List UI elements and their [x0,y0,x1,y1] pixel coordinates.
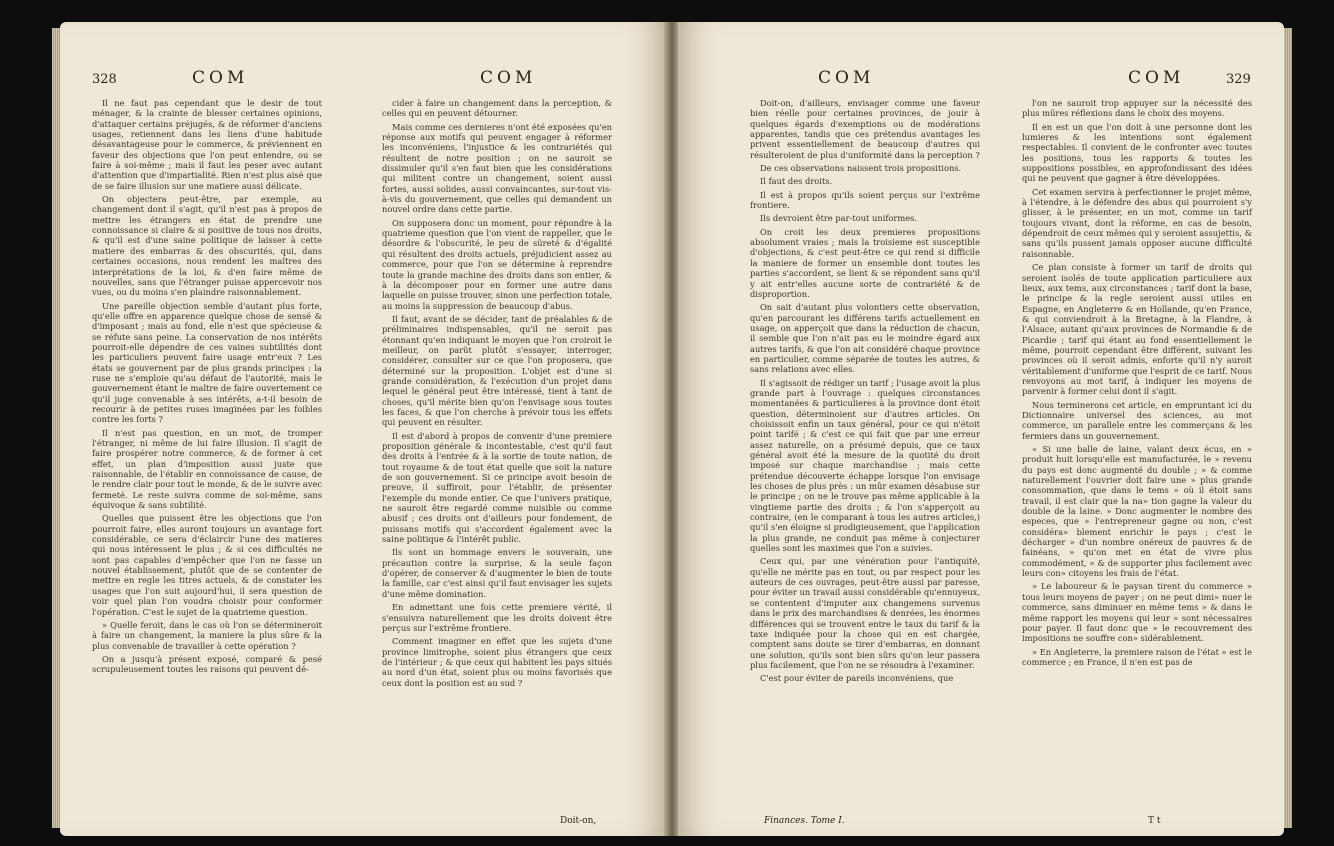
paragraph: Ceux qui, par une vénération pour l'antiquité, qu'elle ne mérite pas en tout, ou par respect pour les auteurs de ces ouvrages, peut-être aussi par paresse, pour éviter un travail aussi considérable qu'ennuyeux, se contentent d'imputer aux changemens survenus dans le prix des marchandises & denrées, les énormes différences qui se trouvent entre le taux du tarif & la taxe indiquée pour la chose qui en est chargée, comptent sans doute se tirer d'embarras, en donnant une solution, qu'ils sont bien sûrs qu'on leur passera plus facilement, que l'on ne se résoudra à l'examiner. [750,556,980,670]
paragraph: Doit-on, d'ailleurs, envisager comme une faveur bien réelle pour certaines provinces, de jouir à quelques égards d'exemptions ou de modérations apparentes, tandis que ces prétendus avantages les privent essentiellement de beaucoup d'autres qui résulteroient de plus d'uniformité dans la perception ? [750,98,980,160]
right-page [678,22,1284,836]
page-number: 328 [92,72,117,87]
paragraph: Comment imaginer en effet que les sujets d'une province limitrophe, soient plus étrangers que ceux de l'intérieur ; & que ceux qui habitent les pays situés au nord d'un état, soient plus ou moins favorisés que ceux dont la position est au sud ? [382,636,612,688]
catchword: Doit-on, [560,816,597,826]
paragraph: Mais comme ces dernieres n'ont été exposées qu'en réponse aux motifs qui peuvent engager à réformer les inconvéniens, l'injustice & les contrariétés qui résultent de notre position ; on ne sauroit se dissimuler qu'il s'en faut bien que les considérations qui militent contre un changement, soient aussi fortes, aussi solides, aussi convaincantes, sur-tout vis-à-vis du gouvernement, que celles qui demandent un nouvel ordre dans cette partie. [382,121,612,215]
left-page [60,22,666,836]
text-column-2 [382,98,612,691]
paragraph: On a jusqu'à présent exposé, comparé & pesé scrupuleusement toutes les raisons qui peuvent dé- [92,653,322,675]
paragraph: Il n'est pas question, en un mot, de tromper l'étranger, ni même de lui faire illusion. Il s'agit de faire prospérer notre commerce, & de former à cet effet, un plan d'imposition aussi juste que raisonnable, de l'établir en connoissance de cause, de le rendre clair pour tout le monde, & de le suivre avec fermeté. Le reste suivra comme de soi-même, sans équivoque & sans subtilité. [92,427,322,511]
footer-note: Finances. Tome I. [764,816,845,826]
paragraph: On supposera donc un moment, pour répondre à la quatrieme question que l'on vient de rappeller, que le désordre & l'obscurité, le peu de sûreté & d'égalité qui résultent des droits actuels, préjudicient assez au commerce, pour que l'on se détermine à reprendre toute la grande machine des droits dans son entier, & à la décomposer pour en former une autre dans laquelle on puisse trouver, sinon une perfection totale, au moins la suppression de beaucoup d'abus. [382,217,612,311]
paragraph: Ils sont un hommage envers le souverain, une précaution contre la surprise, & la seule façon d'opérer, de conserver & d'augmenter le bien de toute la famille, car c'est ainsi qu'il faut envisager les sujets d'une même domination. [382,547,612,599]
paragraph: On sait d'autant plus volontiers cette observation, qu'en parcourant les différens tarifs actuellement en usage, on apperçoit que dans la réduction de chacun, il semble que l'on n'ait pas eu le moindre égard aux autres tarifs, & que l'on ait considéré chaque province en particulier, comme séparée de toutes les autres, & sans relations avec elles. [750,302,980,375]
paragraph: cider à faire un changement dans la perception, & celles qui en peuvent détourner. [382,98,612,119]
paragraph: Ils devroient être par-tout uniformes. [760,213,918,224]
paragraph: On objectera peut-être, par exemple, au changement dont il s'agit, qu'il n'est pas à propos de mettre les étrangers en état de prendre une connoissance si claire & si positive de tous nos droits, & qu'il est d'une saine politique de laisser à cette matiere des embarras & des obscurités, qui, dans certaines occasions, nous rendent les maîtres des interprétations de la loi, & d'en faire même de nouvelles, sans que l'étranger puisse appercevoir nos vues, ou du moins s'en plaindre raisonnablement. [92,194,322,298]
signature-mark: T t [1148,816,1161,826]
paragraph: Ce plan consiste à former un tarif de droits qui seroient isolés de toute application particuliere aux lieux, aux tems, aux circonstances ; tarif dont la base, le principe & la regle seroient aussi utiles en Espagne, en Angleterre & en Hollande, qu'en France, & qui conviendroit à la Bretagne, à la Flandre, à l'Alsace, autant qu'aux provinces de Normandie & de Picardie ; tarif qui étant au fond essentiellement le même, pourroit cependant être différent, suivant les provinces où il seroit admis, enforte qu'il n'y auroit véritablement d'uniforme que l'esprit de ce tarif. Nous renvoyons au mot tarif, à indiquer les moyens de parvenir à former celui dont il s'agit. [1022,262,1252,397]
paragraph: « Si une balle de laine, valant deux écus, en » produit huit lorsqu'elle est manufacturée, le » revenu du pays est donc augmenté du double ; » & comme naturellement l'ouvrier doit faire une » plus grande consommation, que dans le tems » où il étoit sans travail, il est clair que la na» tion gagne la valeur du double de la laine. » Donc augmenter le nombre des especes, que » l'entrepreneur gagne ou non, c'est considéra» blement enrichir le pays ; c'est le décharger » d'un nombre onéreux de pauvres & de fainéans, » qu'on met en état de vivre plus commodément, » & de supporter plus facilement avec leurs con» citoyens les frais de l'état. [1022,444,1252,579]
text-column-2 [1022,98,1252,670]
paragraph: Il faut, avant de se décider, tant de préalables & de préliminaires indispensables, qu'il ne seroit pas étonnant qu'en indiquant le moyen que l'on croiroit le meilleur, on parût plutôt s'essayer, interroger, considérer, consulter sur ce que l'on proposera, que déterminé sur la proposition. L'objet est d'une si grande considération, & l'exécution d'un projet dans lequel le général peut être intéressé, tient à tant de choses, qu'il mérite bien qu'on l'envisage sous toutes les faces, & que l'on cherche à prévoir tous les effets qui peuvent en résulter. [382,313,612,428]
paragraph: Cet examen servira à perfectionner le projet même, à l'étendre, à le défendre des abus qui pourroient s'y glisser, à le présenter, en un mot, comme un tarif toujours vivant, dont la réforme, en cas de besoin, dépendroit de ceux mêmes qui y seroient assujettis, & sans qu'ils pussent jamais opposer aucune difficulté raisonnable. [1022,186,1252,259]
running-header: COM [192,68,249,88]
paragraph: Il faut des droits. [760,176,833,187]
paragraph: Il s'agissoit de rédiger un tarif ; l'usage avoit la plus grande part à l'ouvrage : quelques circonstances momentanées & particulieres à la province dont étoit question, déterminoient sur d'autres articles. On choisissoit enfin un taux général, pour ce qui n'étoit point tarifé ; & c'est ce qui fait que par une erreur assez naturelle, on a présumé depuis, que ce taux général avoit été la mesure de la quotité du droit imposé sur chaque marchandise ; mais cette prétendue découverte échappe lorsque l'on envisage les choses de plus près : un mûr examen désabuse sur le principe ; on ne le trouve pas même applicable à la vingtieme partie des droits ; & l'on s'apperçoit au contraire, (en le comparant à tous les autres articles,) qu'il s'en éloigne si prodigieusement, que l'application la plus grande, ne conduit pas même à conjecturer quelles sont les maximes que l'on a suivies. [750,377,980,554]
paragraph: On croit les deux premieres propositions absolument vraies ; mais la troisieme est susceptible d'objections, & c'est peut-être ce qui rend si difficile la maniere de former un ensemble dont toutes les parties s'accordent, se lient & se répondent sans qu'il y ait entr'elles aucune sorte de contrariété & de disproportion. [750,226,980,299]
paragraph: De ces observations naissent trois propositions. [760,163,962,174]
running-header: COM [480,68,537,88]
text-column-1 [750,98,980,687]
paragraph: » Quelle feroit, dans le cas où l'on se détermineroit à faire un changement, la maniere la plus sûre & la plus convenable de travailler à cette opération ? [92,619,322,651]
paragraph: Quelles que puissent être les objections que l'on pourroit faire, elles auront toujours un avantage fort considérable, ce sera d'éclaircir l'une des matieres qui nous intéressent le plus ; & si ces difficultés ne sont pas capables d'empêcher que l'on ne fasse un nouvel établissement, plutôt que de se contenter de mettre en regle les titres actuels, & de constater les usages que l'on suit aujourd'hui, il sera question de voir quel plan l'on voudra choisir pour conformer l'opération. C'est le sujet de la quatrieme question. [92,513,322,617]
paragraph: Il est d'abord à propos de convenir d'une premiere proposition générale & incontestable, c'est qu'il faut des droits à l'entrée & à la sortie de toute nation, de tout royaume & de tout état quelle que soit la nature de son gouvernement. Si ce principe avoit besoin de preuve, il suffiroit, pour l'établir, de présenter l'exemple du monde entier. Ce que l'univers pratique, ne sauroit être regardé comme nuisible ou comme abusif ; ces droits ont d'ailleurs pour fondement, de puissans motifs qui s'accordent également avec la saine politique & l'intérêt public. [382,430,612,545]
paragraph: Il en est un que l'on doit à une personne dont les lumieres & les intentions sont également respectables. Il convient de le confronter avec toutes les positions, tous les rapports & toutes les suppositions possibles, en approfondissant des idées qui ne peuvent que gagner à être développées. [1022,121,1252,184]
paragraph: » En Angleterre, la premiere raison de l'état » est le commerce ; en France, il n'en est pas de [1022,646,1252,667]
paragraph: En admettant une fois cette premiere vérité, il s'ensuivra naturellement que les droits doivent être perçus sur l'extrême frontiere. [382,602,612,633]
paragraph: Une pareille objection semble d'autant plus forte, qu'elle offre en apparence quelque chose de sensé & d'imposant ; mais au fond, elle n'est que spécieuse & se réfute sans peine. La conservation de nos intérêts pourroit-elle dépendre de ces vaines subtilités dont les particuliers peuvent faire usage entr'eux ? Les états se gouvernent par de plus grands principes : la ruse ne s'emploie qu'au défaut de l'autorité, mais le gouvernement étant le maître de faire ouvertement ce qu'il juge convenable à ses intérêts, a-t-il besoin de recourir à de petites ruses imaginées par les foibles contre les forts ? [92,300,322,425]
paragraph: Il est à propos qu'ils soient perçus sur l'extrême frontiere. [750,189,980,211]
running-header: COM [818,68,875,88]
paragraph: C'est pour éviter de pareils inconvéniens, que [760,673,954,684]
paragraph: l'on ne sauroit trop appuyer sur la nécessité des plus mûres réflexions dans le choix des moyens. [1022,98,1252,119]
paragraph: Nous terminerons cet article, en empruntant ici du Dictionnaire universel des sciences, au mot commerce, un parallele entre les commerçans & les fermiers dans un gouvernement. [1022,399,1252,441]
paragraph: Il ne faut pas cependant que le desir de tout ménager, & la crainte de blesser certaines opinions, d'attaquer certains préjugés, & de réformer d'anciens usages, retiennent dans les liens d'une habitude désavantageuse pour le commerce, & préviennent en faveur des objections que l'on peut entendre, ou se faire à soi-même ; mais il faut les peser avec autant d'attention que d'impartialité. Rien n'est plus aisé que de se faire illusion sur une matiere aussi délicate. [92,98,322,191]
text-column-1 [92,98,322,678]
page-number: 329 [1226,72,1251,87]
open-book [60,22,1284,836]
paragraph: » Le laboureur & le paysan tirent du commerce » tous leurs moyens de payer ; on ne peut dimi» nuer le commerce, sans diminuer en même tems » & dans le même rapport les moyens qui leur » sont nécessaires pour payer. Il faut donc que » le recouvrement des impositions ne souffre con» sidérablement. [1022,581,1252,644]
running-header: COM [1128,68,1185,88]
